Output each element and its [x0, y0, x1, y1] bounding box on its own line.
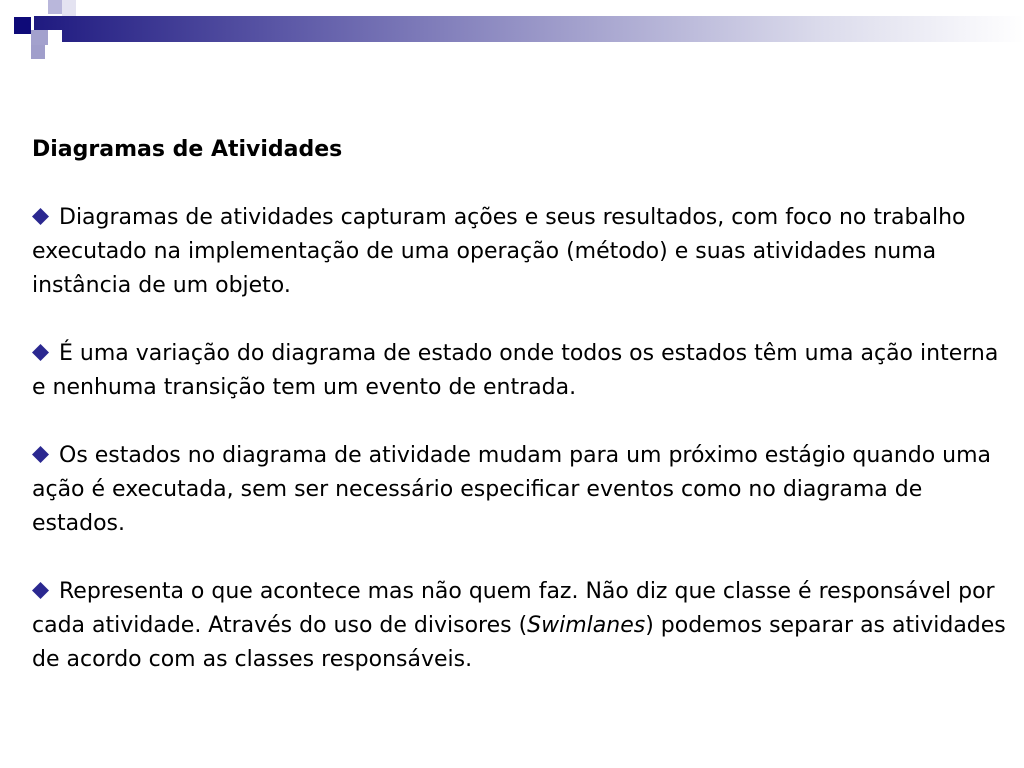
bullet-item	[32, 575, 1007, 677]
diamond-bullet-icon	[32, 344, 49, 361]
decor-square	[31, 30, 48, 45]
bullet-text-italic: Swimlanes	[527, 613, 646, 638]
bullet-text: Diagramas de atividades capturam ações e seus resultados, com foco no trabalho executado na implementação de uma operação (método) e suas atividades numa instância de um objeto.	[32, 205, 966, 298]
slide-content	[32, 133, 1007, 711]
bullet-text-after: ) podemos separar as atividades de acordo com as classes responsáveis.	[32, 613, 1006, 672]
decor-square	[48, 0, 62, 14]
bullet-text: É uma variação do diagrama de estado onde todos os estados têm uma ação interna e nenhuma transição tem um evento de entrada.	[32, 341, 999, 400]
decor-square	[20, 34, 31, 45]
decor-square	[62, 0, 76, 16]
diamond-bullet-icon	[32, 208, 49, 225]
diamond-bullet-icon	[32, 582, 49, 599]
decor-square	[14, 17, 31, 34]
diamond-bullet-icon	[32, 446, 49, 463]
decor-square	[31, 45, 45, 59]
header-gradient-bar	[34, 16, 1024, 42]
slide-title: Diagramas de Atividades	[32, 137, 343, 162]
bullet-text: Os estados no diagrama de atividade mudam para um próximo estágio quando uma ação é executada, sem ser necessário especificar eventos como no diagrama de estados.	[32, 443, 992, 536]
bullet-text-before: Representa o que acontece mas não quem faz. Não diz que classe é responsável por cada atividade. Através do uso de divisores (	[32, 579, 995, 638]
decor-square	[48, 30, 62, 44]
bullet-item	[32, 201, 1007, 303]
bullet-item	[32, 439, 1007, 541]
bullet-item	[32, 337, 1007, 405]
